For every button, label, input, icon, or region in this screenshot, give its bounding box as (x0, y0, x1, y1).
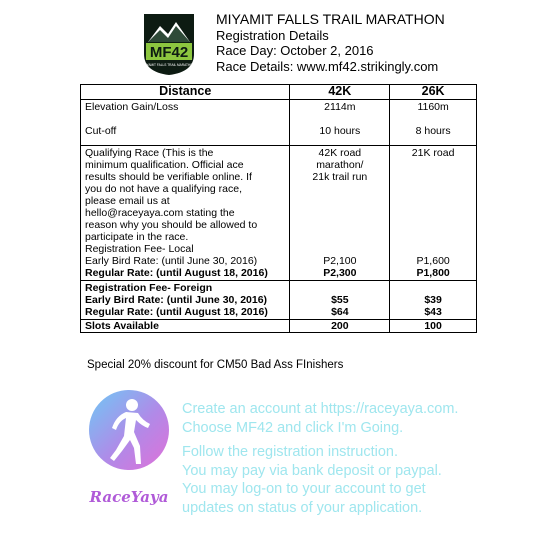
table-header-row (81, 85, 477, 100)
table-row (81, 146, 477, 281)
foreign-early-label: Early Bird Rate: (until June 30, 2016) (85, 294, 268, 306)
raceyaya-logo (86, 388, 172, 508)
qualifying-42k: marathon/ (316, 159, 364, 171)
slots-label: Slots Available (81, 320, 290, 333)
instruction-line: updates on status of your application. (182, 499, 423, 516)
qualifying-line: Qualifying Race (This is the (85, 147, 214, 159)
race-details-url: Race Details: www.mf42.strikingly.com (216, 58, 439, 74)
slots-26k: 100 (390, 320, 477, 333)
local-regular-26k: P1,800 (416, 267, 450, 279)
cutoff-42k: 10 hours (319, 125, 361, 137)
qualifying-line: please email us at (85, 195, 170, 207)
table-row (81, 281, 477, 320)
qualifying-line: participate in the race. (85, 231, 189, 243)
slots-42k: 200 (290, 320, 390, 333)
registration-details-label: Registration Details (216, 27, 329, 43)
elevation-26k: 1160m (417, 101, 449, 113)
discount-note: Special 20% discount for CM50 Bad Ass FInishers (87, 359, 344, 371)
elevation-label: Elevation Gain/Loss (85, 101, 179, 113)
logo-text: MF42 (149, 44, 189, 61)
cutoff-26k: 8 hours (415, 125, 451, 137)
local-early-42k: P2,100 (323, 255, 357, 267)
registration-instructions (182, 400, 532, 517)
local-regular-label: Regular Rate: (until August 18, 2016) (85, 267, 268, 279)
local-early-label: Early Bird Rate: (until June 30, 2016) (85, 255, 258, 267)
foreign-regular-26k: $43 (424, 306, 442, 318)
foreign-fee-label: Registration Fee- Foreign (85, 282, 213, 294)
local-early-26k: P1,600 (416, 255, 450, 267)
foreign-early-42k: $55 (331, 294, 349, 306)
cutoff-label: Cut-off (85, 125, 117, 137)
instruction-line: You may log-on to your account to get (182, 481, 426, 497)
table-row (81, 100, 477, 146)
race-day: Race Day: October 2, 2016 (216, 43, 374, 58)
qualifying-26k: 21K road (411, 147, 455, 159)
header-26k: 26K (390, 85, 477, 100)
race-title: MIYAMIT FALLS TRAIL MARATHON (216, 11, 445, 27)
qualifying-line: hello@raceyaya.com stating the (85, 207, 235, 219)
logo-subtext: MIYAMIT FALLS TRAIL MARATHON (142, 63, 196, 67)
table-row (81, 320, 477, 333)
elevation-42k: 2114m (324, 101, 356, 113)
race-header (216, 12, 445, 74)
instruction-line: Create an account at https://raceyaya.com. (182, 401, 459, 417)
qualifying-42k: 42K road (318, 147, 362, 159)
header-distance: Distance (81, 85, 290, 100)
qualifying-42k: 21k trail run (312, 171, 368, 183)
local-fee-label: Registration Fee- Local (85, 243, 194, 255)
instruction-line: Choose MF42 and click I'm Going. (182, 419, 404, 436)
instruction-line: Follow the registration instruction. (182, 444, 398, 460)
foreign-early-26k: $39 (424, 294, 442, 306)
foreign-regular-42k: $64 (331, 306, 349, 318)
qualifying-line: minimum qualification. Official ace (85, 159, 244, 171)
header-42k: 42K (290, 85, 390, 100)
qualifying-line: results should be verifiable online. If (85, 171, 252, 183)
qualifying-line: reason why you should be allowed to (85, 219, 258, 231)
foreign-regular-label: Regular Rate: (until August 18, 2016) (85, 306, 268, 318)
raceyaya-logo-text: RaceYaya (89, 488, 169, 506)
local-regular-42k: P2,300 (323, 267, 357, 279)
instruction-line: You may pay via bank deposit or paypal. (182, 462, 442, 479)
qualifying-line: you do not have a qualifying race, (85, 183, 243, 195)
mf42-logo (140, 12, 198, 76)
registration-table (80, 84, 477, 333)
